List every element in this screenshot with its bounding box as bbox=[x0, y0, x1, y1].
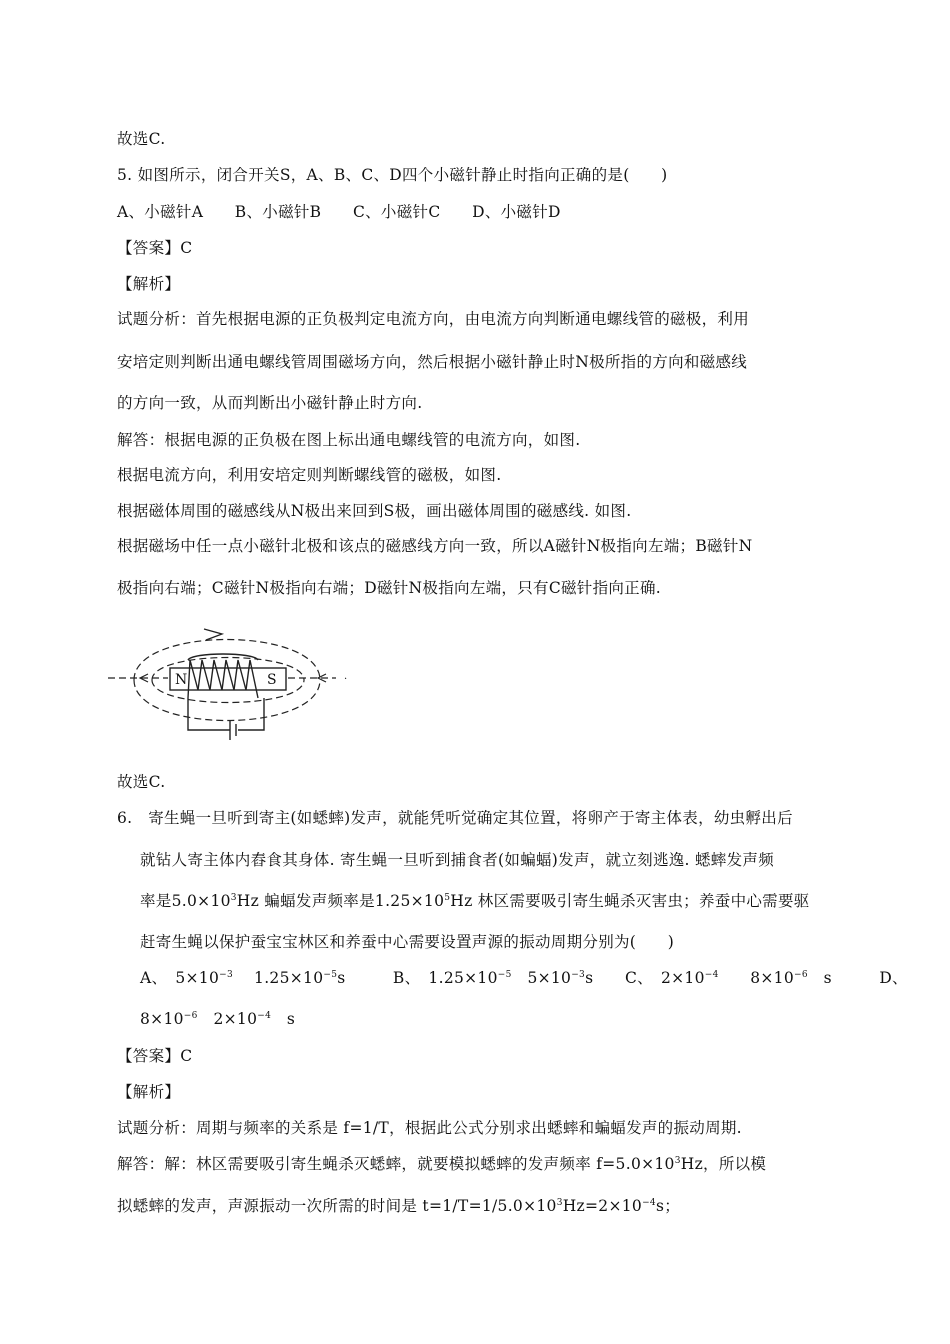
pole-n-label: N bbox=[175, 672, 188, 688]
text-line: 就钻人寄主体内舂食其身体. 寄生蝇一旦听到捕食者(如蝙蝠)发声，就立刻逃逸. 蟋蟀发声频 bbox=[140, 851, 775, 869]
text-line: 拟蟋蟀的发声，声源振动一次所需的时间是 $t=1/T=1/5.0\times 10^3Hz=2\times 10^{-4}s$； bbox=[117, 1197, 681, 1215]
text-line: 解答：解：林区需要吸引寄生蝇杀灭蟋蟀，就要模拟蟋蟀的发声频率 $f=5.0\times 10^3Hz$，所以模 bbox=[117, 1155, 767, 1173]
question-6-option-d: $8\times 10^{-6}$ $2\times 10^{-4}$ s bbox=[140, 1010, 296, 1028]
figure-dot: · bbox=[344, 674, 348, 685]
question-6-options: A、 $5\times 10^{-3}$ $1.25\times 10^{-5}s$ B、 $1.25\times 10^{-5}$ $5\times 10^{-3}s$ C、 $2\times 10^{-4}$ $8\times 10^{-6}$ s D、 bbox=[140, 969, 908, 987]
text-line: 试题分析：周期与频率的关系是 f=1/T，根据此公式分别求出蟋蟀和蝙蝠发声的振动周期. bbox=[117, 1119, 742, 1137]
text-line: 的方向一致，从而判断出小磁针静止时方向. bbox=[117, 394, 423, 412]
question-5-stem: 5. 如图所示，闭合开关S，A、B、C、D四个小磁针静止时指向正确的是( ) bbox=[117, 166, 668, 184]
text-line: 根据电流方向，利用安培定则判断螺线管的磁极，如图. bbox=[117, 466, 502, 484]
text-line: 安培定则判断出通电螺线管周围磁场方向，然后根据小磁针静止时N极所指的方向和磁感线 bbox=[117, 353, 748, 371]
analysis-label: 【解析】 bbox=[117, 1083, 181, 1101]
analysis-label: 【解析】 bbox=[117, 275, 181, 293]
answer-label: 【答案】C bbox=[117, 1047, 193, 1065]
question-6-stem: 6. 寄生蝇一旦听到寄主(如蟋蟀)发声，就能凭听觉确定其位置，将卵产于寄主体表，幼虫孵出后 bbox=[117, 809, 793, 827]
text-line: 试题分析：首先根据电源的正负极判定电流方向，由电流方向判断通电螺线管的磁极，利用 bbox=[117, 310, 750, 328]
question-5-options: A、小磁针A B、小磁针B C、小磁针C D、小磁针D bbox=[117, 203, 561, 221]
text-line: 故选C. bbox=[117, 773, 166, 791]
text-line: 故选C. bbox=[117, 130, 166, 148]
text-line: 根据磁场中任一点小磁针北极和该点的磁感线方向一致，所以A磁针N极指向左端；B磁针N bbox=[117, 537, 753, 555]
text-line: 解答：根据电源的正负极在图上标出通电螺线管的电流方向，如图. bbox=[117, 431, 581, 449]
text-line: 赶寄生蝇以保护蚕宝宝林区和养蚕中心需要设置声源的振动周期分别为( ) bbox=[140, 933, 675, 951]
text-line: 极指向右端；C磁针N极指向右端；D磁针N极指向左端，只有C磁针指向正确. bbox=[117, 579, 662, 597]
text-line: 根据磁体周围的磁感线从N极出来回到S极，画出磁体周围的磁感线. 如图. bbox=[117, 502, 632, 520]
answer-label: 【答案】C bbox=[117, 239, 193, 257]
text-line: 率是$5.0\times 10^3Hz$ 蝙蝠发声频率是$1.25\times 10^5Hz$ 林区需要吸引寄生蝇杀灭害虫；养蚕中心需要驱 bbox=[140, 892, 810, 910]
field-direction-arrow-icon bbox=[204, 629, 222, 640]
pole-s-label: S bbox=[267, 672, 277, 688]
solenoid-magnetic-field-figure bbox=[108, 616, 358, 752]
